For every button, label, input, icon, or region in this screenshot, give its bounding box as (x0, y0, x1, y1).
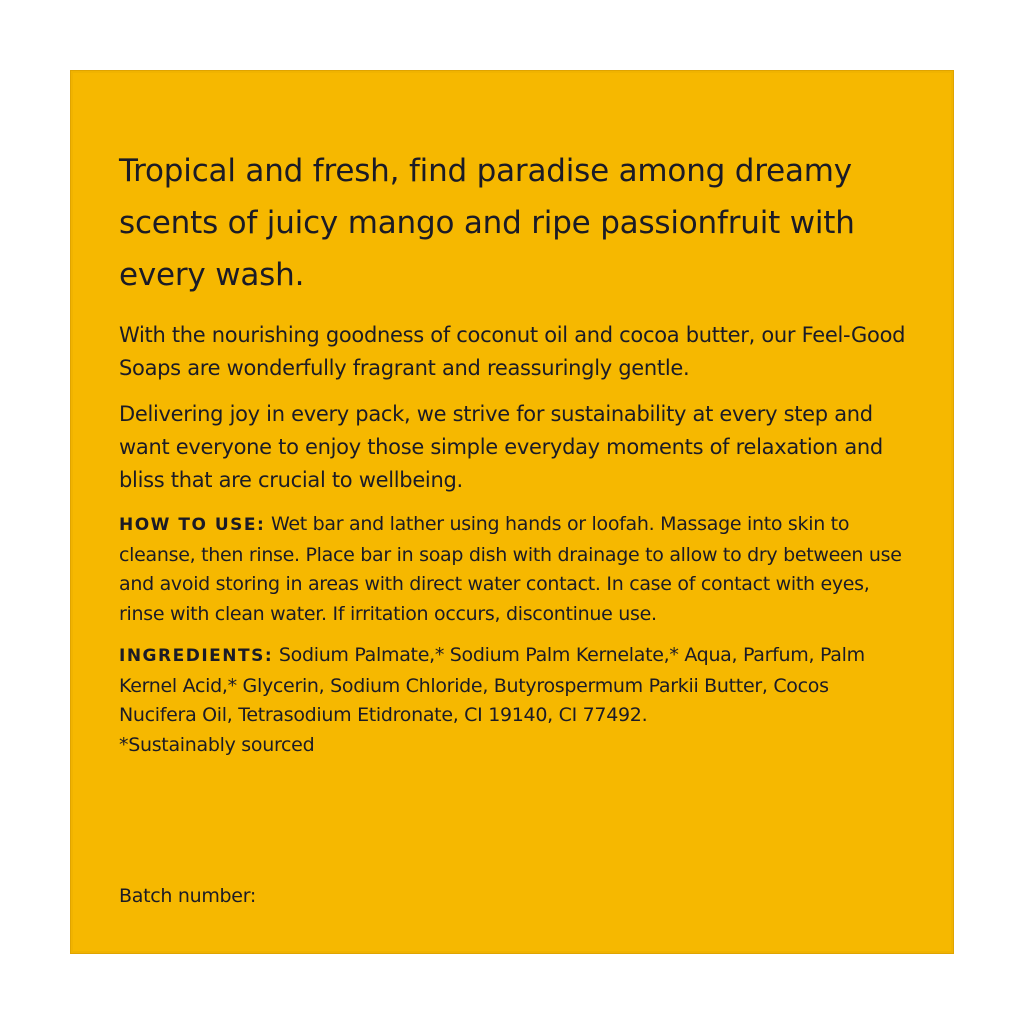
headline: Tropical and fresh, find paradise among dreamy scents of juicy mango and ripe passionfruit with every wash. (119, 153, 855, 293)
how-to-use-text: Wet bar and lather using hands or loofah. Massage into skin to cleanse, then rinse. Place bar in soap dish with drainage to allow to dry between use and avoid storing in areas with direct water contact. In case of contact with eyes, rinse with clean water. If irritation occurs, discontinue use. (119, 513, 902, 625)
how-to-use-label: HOW TO USE: (119, 515, 266, 535)
ingredients-label: INGREDIENTS: (119, 646, 274, 666)
package-panel (70, 70, 954, 954)
ingredients-section (119, 641, 909, 731)
package-text (119, 145, 909, 772)
description-paragraph-2: Delivering joy in every pack, we strive for sustainability at every step and want everyone to enjoy those simple everyday moments of relaxation and bliss that are crucial to wellbeing. (119, 402, 883, 492)
how-to-use-section (119, 510, 909, 629)
batch-number-label: Batch number: (119, 885, 256, 907)
description-paragraph-1: With the nourishing goodness of coconut oil and cocoa butter, our Feel-Good Soaps are wonderfully fragrant and reassuringly gentle. (119, 323, 906, 380)
ingredients-footnote: *Sustainably sourced (119, 733, 315, 756)
ingredients-text: Sodium Palmate,* Sodium Palm Kernelate,* Aqua, Parfum, Palm Kernel Acid,* Glycerin, Sodium Chloride, Butyrospermum Parkii Butter, Cocos Nucifera Oil, Tetrasodium Etidronate, CI 19140, CI 77492. (119, 644, 865, 726)
